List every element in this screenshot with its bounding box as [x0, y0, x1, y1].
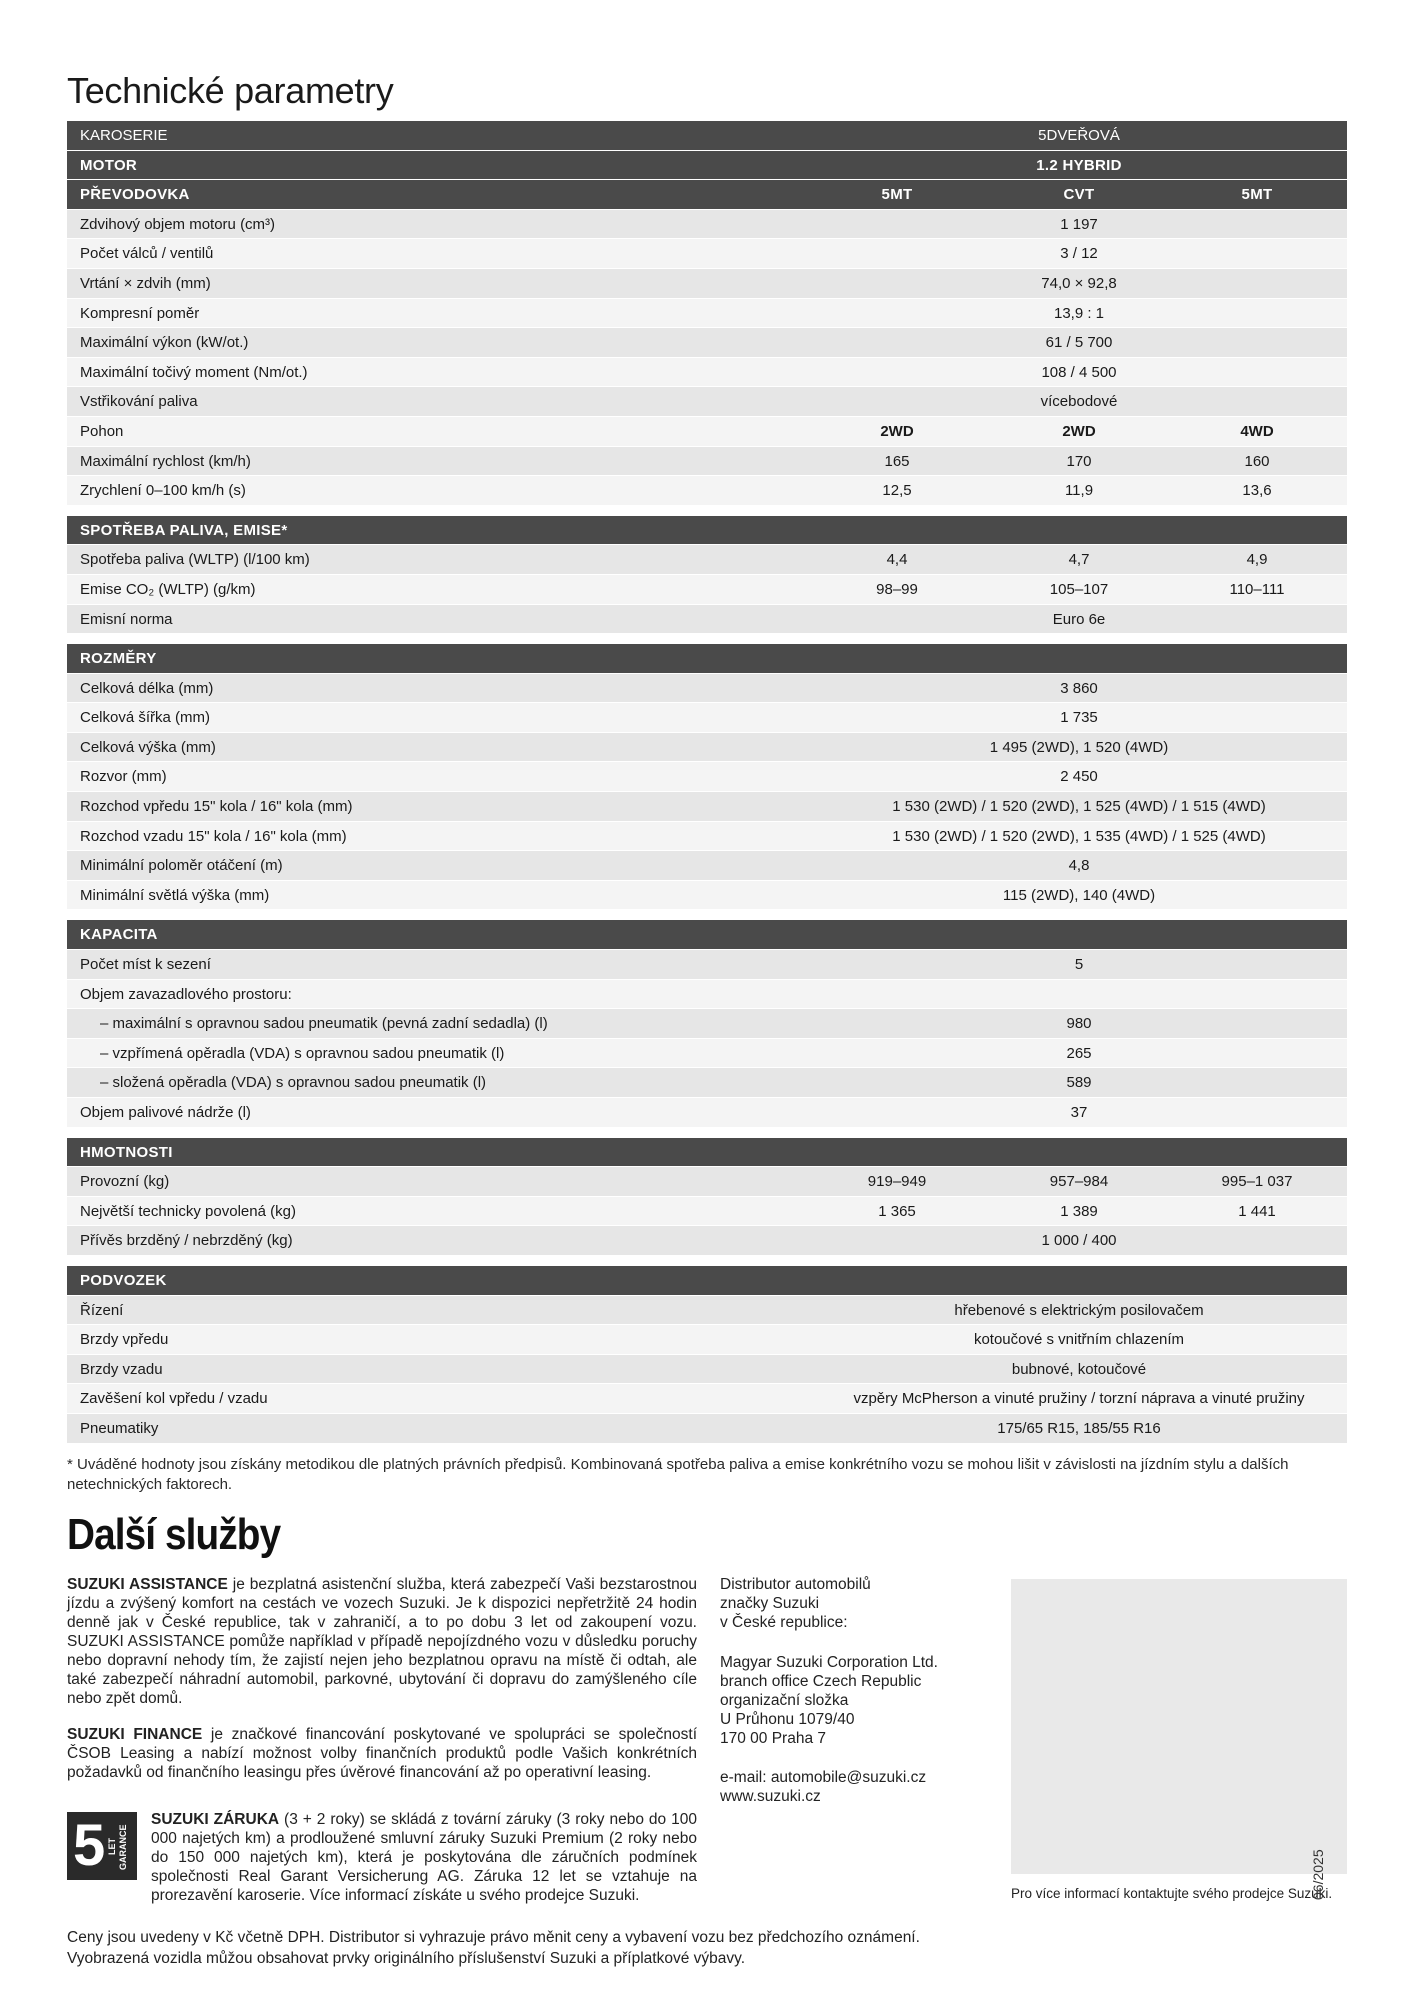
page-title: Technické parametry	[67, 70, 394, 111]
spec-row-label: Pohon	[80, 422, 124, 440]
assistance-name: SUZUKI ASSISTANCE	[67, 1576, 228, 1593]
finance-paragraph	[67, 1725, 697, 1782]
spec-row-value-c1: 12,5	[882, 482, 912, 500]
spec-row-value: 1 735	[1060, 709, 1098, 727]
spec-row	[67, 1167, 1347, 1197]
spec-row	[67, 881, 1347, 911]
spec-row-label: – maximální s opravnou sadou pneumatik (pevná zadní sedadla) (l)	[100, 1015, 548, 1033]
spec-row-value-c3: 4WD	[1240, 422, 1274, 440]
spec-row-value: 3 / 12	[1060, 245, 1098, 263]
motor-row	[67, 151, 1347, 181]
spec-row	[67, 1068, 1347, 1098]
spec-row-label: Kompresní poměr	[80, 304, 200, 322]
prevodovka-col-1: 5MT	[881, 186, 913, 204]
spec-row-value: kotoučové s vnitřním chlazením	[973, 1331, 1185, 1349]
distributor-contact	[720, 1768, 980, 1806]
footnote: * Uváděné hodnoty jsou získány metodikou dle platných právních předpisů. Kombinovaná spotřeba paliva a emise konkrétního vozu se mohou lišit v závislosti na jízdním stylu a dalších netechnických faktorech.	[67, 1456, 1289, 1493]
prevodovka-row	[67, 180, 1347, 210]
spec-row	[67, 476, 1347, 506]
spec-row	[67, 605, 1347, 635]
spec-row-value: 3 860	[1060, 679, 1098, 697]
spec-row-label: Celková délka (mm)	[80, 679, 214, 697]
spec-row-value-c1: 98–99	[876, 580, 918, 598]
website-text: www.suzuki.cz	[720, 1788, 821, 1805]
spec-row	[67, 980, 1347, 1010]
spec-row	[67, 1414, 1347, 1444]
warranty-badge-icon	[67, 1812, 137, 1880]
distributor-intro-line: značky Suzuki	[720, 1595, 820, 1612]
spec-row-label: Maximální výkon (kW/ot.)	[80, 334, 249, 352]
prevodovka-col-3: 5MT	[1241, 186, 1273, 204]
spec-row-value: 980	[1066, 1015, 1092, 1033]
spec-row-label: Řízení	[80, 1301, 124, 1319]
spec-row-value: vzpěry McPherson a vinuté pružiny / torzní náprava a vinuté pružiny	[853, 1390, 1305, 1408]
spec-row-value: 265	[1066, 1044, 1092, 1062]
spec-row-label: Celková šířka (mm)	[80, 709, 211, 727]
spec-row-label: Minimální světlá výška (mm)	[80, 886, 270, 904]
hmotnosti-header	[67, 1138, 1347, 1168]
spec-row	[67, 950, 1347, 980]
distributor-intro	[720, 1575, 980, 1632]
spec-row-value: hřebenové s elektrickým posilovačem	[954, 1301, 1204, 1319]
prevodovka-label: PŘEVODOVKA	[80, 186, 190, 204]
spec-row-value-c2: 957–984	[1049, 1173, 1109, 1191]
spec-row	[67, 1384, 1347, 1414]
spec-row	[67, 1325, 1347, 1355]
spec-row	[67, 387, 1347, 417]
rozmery-rows	[67, 674, 1347, 911]
spec-row	[67, 575, 1347, 605]
spec-row-value: 1 530 (2WD) / 1 520 (2WD), 1 525 (4WD) / 1 515 (4WD)	[892, 798, 1266, 816]
spec-row-label: Největší technicky povolená (kg)	[80, 1202, 296, 1220]
spec-row-value-c3: 110–111	[1229, 580, 1285, 598]
spec-row-value-c3: 995–1 037	[1221, 1173, 1293, 1191]
spec-row	[67, 1226, 1347, 1256]
footer-line: Ceny jsou uvedeny v Kč včetně DPH. Distributor si vyhrazuje právo měnit ceny a vybavení vozu bez předchozího oznámení.	[67, 1929, 920, 1946]
rozmery-header-label: ROZMĚRY	[80, 650, 157, 668]
spec-row-value: 115 (2WD), 140 (4WD)	[1002, 886, 1156, 904]
email-text: e-mail: automobile@suzuki.cz	[720, 1769, 927, 1786]
spec-row-value: Euro 6e	[1052, 610, 1106, 628]
kapacita-header-label: KAPACITA	[80, 926, 158, 944]
spec-row-value: 1 197	[1060, 215, 1098, 233]
spec-row	[67, 1197, 1347, 1227]
podvozek-header	[67, 1266, 1347, 1296]
dealer-caption: Pro více informací kontaktujte svého prodejce Suzuki.	[1011, 1886, 1333, 1901]
spec-row-value-c2: 11,9	[1064, 482, 1094, 500]
spec-row	[67, 269, 1347, 299]
motor-value: 1.2 HYBRID	[1036, 156, 1122, 174]
spec-row	[67, 545, 1347, 575]
spec-row-label: Emisní norma	[80, 610, 173, 628]
date-label: 06/2025	[1310, 1849, 1326, 1900]
motor-label: MOTOR	[80, 156, 138, 174]
hmotnosti-rows	[67, 1167, 1347, 1256]
distributor-intro-line: Distributor automobilů	[720, 1576, 871, 1593]
spec-row-value: 589	[1066, 1074, 1092, 1092]
spec-row-label: Celková výška (mm)	[80, 738, 216, 756]
spec-row-label: Objem palivové nádrže (l)	[80, 1104, 251, 1121]
spec-row-value: 1 000 / 400	[1041, 1232, 1117, 1250]
spec-row-value: vícebodové	[1040, 393, 1118, 411]
spec-row-label: Rozchod vpředu 15" kola / 16" kola (mm)	[80, 798, 353, 816]
spec-row	[67, 1009, 1347, 1039]
spec-row-label: Zdvihový objem motoru (cm³)	[80, 215, 276, 233]
spec-row-value-c3: 4,9	[1246, 551, 1268, 569]
spec-row-label: Zavěšení kol vpředu / vzadu	[80, 1390, 268, 1408]
zaruka-text: (3 + 2 roky) se skládá z tovární záruky (3 roky nebo do 100 000 najetých km) a prodloužené smluvní záruky Suzuki Premium (2 roky nebo do 150 000 najetých km), která je poskytována dle záručních podmínek společnosti Real Garant Versicherung AG. Záruka 12 let se vztahuje na prorezavění karoserie. Více informací získáte u svého prodejce Suzuki.	[151, 1811, 697, 1904]
address-line: U Průhonu 1079/40	[720, 1711, 855, 1728]
spec-row-value: 2 450	[1060, 768, 1098, 786]
spec-row-label: Emise CO₂ (WLTP) (g/km)	[80, 580, 256, 598]
spec-row	[67, 822, 1347, 852]
assistance-paragraph	[67, 1575, 697, 1708]
distributor-intro-line: v České republice:	[720, 1614, 848, 1631]
spec-row-label: Objem zavazadlového prostoru:	[80, 985, 292, 1003]
spec-row-label: Maximální rychlost (km/h)	[80, 452, 251, 470]
rozmery-header	[67, 644, 1347, 674]
spec-table	[67, 121, 1347, 1444]
spec-row-value: 74,0 × 92,8	[1041, 274, 1117, 292]
spec-row-value-c2: 4,7	[1068, 551, 1090, 569]
distributor-address	[720, 1653, 980, 1748]
spec-row-value: 37	[1070, 1104, 1088, 1121]
spec-row-label: Rozvor (mm)	[80, 768, 167, 786]
spec-row-value: 13,9 : 1	[1053, 304, 1105, 322]
spec-row-value-c3: 160	[1244, 452, 1270, 470]
address-line: 170 00 Praha 7	[720, 1730, 827, 1747]
zaruka-paragraph	[151, 1810, 697, 1905]
footer	[67, 1927, 1347, 1969]
karoserie-row	[67, 121, 1347, 151]
spec-row-label: Zrychlení 0–100 km/h (s)	[80, 482, 246, 500]
spec-row	[67, 851, 1347, 881]
address-line: organizační složka	[720, 1692, 849, 1709]
spec-row-label: Minimální poloměr otáčení (m)	[80, 857, 283, 875]
spec-row-label: Spotřeba paliva (WLTP) (l/100 km)	[80, 551, 310, 569]
spec-row	[67, 1296, 1347, 1326]
spec-row-value-c2: 2WD	[1062, 422, 1096, 440]
spec-row	[67, 1039, 1347, 1069]
spec-row	[67, 239, 1347, 269]
spec-row-label: Maximální točivý moment (Nm/ot.)	[80, 363, 308, 381]
karoserie-value: 5DVEŘOVÁ	[1038, 127, 1120, 144]
hmotnosti-header-label: HMOTNOSTI	[80, 1143, 173, 1161]
spec-row-value-c2: 170	[1066, 452, 1092, 470]
kapacita-rows	[67, 950, 1347, 1128]
spec-row	[67, 1098, 1347, 1128]
spec-row-value-c1: 1 365	[878, 1202, 916, 1220]
finance-text: je značkové financování poskytované ve spolupráci se společností ČSOB Leasing a nabízí možnost volby finančních produktů podle Vašich konkrétních požadavků od finančního leasingu přes úvěrové financování až po operativní leasing.	[67, 1726, 698, 1781]
spec-row-value: 61 / 5 700	[1045, 334, 1113, 352]
assistance-text: je bezplatná asistenční služba, která zabezpečí Vaši bezstarostnou jízdu a zvýšený komfort na cestách ve vozech Suzuki. Je k dispozici nepřetržitě 24 hodin denně jak v České republice, tak v zahraničí, a to po dobu 3 let od zakoupení vozu. SUZUKI ASSISTANCE pomůže například v případě nepojízdného vozu v důsledku poruchy nebo dopravní nehody tím, že zajistí nejen jeho bezplatnou opravu na místě či odtah, ale také zabezpečí náhradní automobil, parkovné, ubytování či dopravu do zamýšleného cíle nebo zpět domů.	[67, 1576, 697, 1707]
address-line: Magyar Suzuki Corporation Ltd.	[720, 1654, 938, 1671]
podvozek-header-label: PODVOZEK	[80, 1271, 167, 1289]
podvozek-rows	[67, 1296, 1347, 1444]
spec-row-value-c1: 165	[884, 452, 910, 470]
spec-row-label: – složená opěradla (VDA) s opravnou sadou pneumatik (l)	[100, 1074, 487, 1092]
badge-text: LET GARANCE	[107, 1824, 128, 1870]
spec-row-value: 1 495 (2WD), 1 520 (4WD)	[989, 738, 1169, 756]
spec-row	[67, 792, 1347, 822]
spec-row-value-c3: 1 441	[1238, 1202, 1276, 1220]
spec-row-value-c2: 105–107	[1049, 580, 1109, 598]
footer-line: Vyobrazená vozidla můžou obsahovat prvky originálního příslušenství Suzuki a příplatkové výbavy.	[67, 1950, 746, 1967]
spec-row-label: Brzdy vpředu	[80, 1331, 169, 1349]
spec-row-value-c2: 1 389	[1060, 1202, 1098, 1220]
spec-row-label: Počet válců / ventilů	[80, 245, 214, 263]
engine-rows	[67, 210, 1347, 506]
spec-row-label: – vzpřímená opěradla (VDA) s opravnou sadou pneumatik (l)	[100, 1044, 505, 1062]
spec-row	[67, 733, 1347, 763]
spec-row-value-c1: 919–949	[867, 1173, 927, 1191]
spec-row-label: Provozní (kg)	[80, 1173, 170, 1191]
spec-row	[67, 703, 1347, 733]
spec-row-value: bubnové, kotoučové	[1011, 1360, 1147, 1378]
spec-row-value-c1: 2WD	[880, 422, 914, 440]
spec-row-label: Přívěs brzděný / nebrzděný (kg)	[80, 1232, 293, 1250]
badge-number: 5	[73, 1813, 106, 1878]
spec-row-label: Počet míst k sezení	[80, 956, 211, 974]
spec-row	[67, 762, 1347, 792]
dealer-stamp-box	[1011, 1579, 1347, 1874]
spotreba-rows	[67, 545, 1347, 634]
karoserie-label: KAROSERIE	[80, 127, 168, 144]
spec-row	[67, 299, 1347, 329]
spec-row	[67, 210, 1347, 240]
spec-row-label: Pneumatiky	[80, 1419, 159, 1437]
prevodovka-col-2: CVT	[1063, 186, 1095, 204]
spec-row-value-c3: 13,6	[1242, 482, 1272, 500]
spec-row	[67, 674, 1347, 704]
spec-row-value: 4,8	[1068, 857, 1090, 875]
spec-row-value-c1: 4,4	[886, 551, 908, 569]
spec-row	[67, 358, 1347, 388]
spec-row-label: Brzdy vzadu	[80, 1360, 163, 1378]
spec-row-label: Rozchod vzadu 15" kola / 16" kola (mm)	[80, 827, 347, 845]
spec-row	[67, 417, 1347, 447]
spec-row-value: 5	[1074, 956, 1084, 974]
spotreba-header	[67, 516, 1347, 546]
kapacita-header	[67, 920, 1347, 950]
finance-name: SUZUKI FINANCE	[67, 1726, 203, 1743]
zaruka-name: SUZUKI ZÁRUKA	[151, 1811, 280, 1828]
spec-row	[67, 1355, 1347, 1385]
spotreba-header-label: SPOTŘEBA PALIVA, EMISE*	[80, 521, 288, 539]
spec-row-label: Vstřikování paliva	[80, 393, 198, 411]
spec-row-label: Vrtání × zdvih (mm)	[80, 274, 211, 292]
spec-row-value: 1 530 (2WD) / 1 520 (2WD), 1 535 (4WD) / 1 525 (4WD)	[892, 827, 1266, 845]
services-title: Další služby	[67, 1510, 281, 1559]
spec-row	[67, 447, 1347, 477]
spec-row	[67, 328, 1347, 358]
spec-row-value: 108 / 4 500	[1041, 363, 1117, 381]
address-line: branch office Czech Republic	[720, 1673, 922, 1690]
spec-row-value: 175/65 R15, 185/55 R16	[997, 1419, 1161, 1437]
